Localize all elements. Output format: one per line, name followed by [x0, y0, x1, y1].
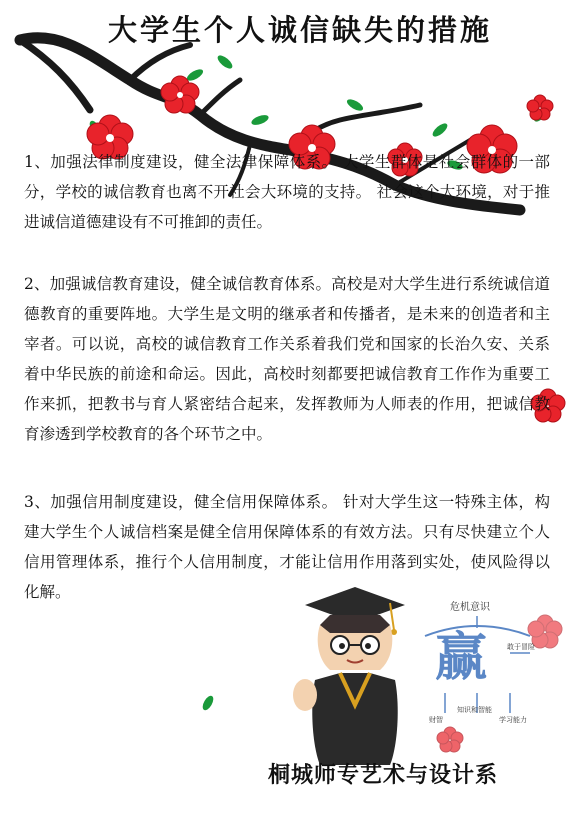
diagram-label-bottom-left: 财智: [429, 716, 443, 724]
diagram-big-char: 赢: [435, 627, 488, 688]
graduate-cartoon-illustration: [290, 585, 420, 770]
diagram-label-bottom-mid: 知识和智能: [457, 706, 492, 714]
paragraph-1: 1、加强法律制度建设，健全法律保障体系。 大学生群体是社会群体的一部分，学校的诚信教育也离不开社会大环境的支持。 社会这个大环境，对于推进诚信道德建设有不可推卸的责任。: [24, 153, 550, 231]
paragraph-2: 2、加强诚信教育建设，健全诚信教育体系。高校是对大学生进行系统诚信道德教育的重要阵地。大学生是文明的继承者和传播者，是未来的创造者和主宰者。可以说，高校的诚信教育工作关系着我们党和国家的长治久安、关系着中华民族的前途和命运。因此，高校时刻都要把诚信教育工作作为重要工作来抓，把教书与育人紧密结合起来，发挥教师为人师表的作用，把诚信教育渗透到学校教育的各个环节之中。: [24, 275, 550, 443]
page-title: 大学生个人诚信缺失的措施: [108, 13, 493, 47]
paragraph-3: 3、加强信用制度建设，健全信用保障体系。 针对大学生这一特殊主体，构建大学生个人诚信档案是健全信用保障体系的有效方法。只有尽快建立个人信用管理体系，推行个人信用制度，才能让信用作用落到实处，使风险得以化解。: [24, 493, 550, 601]
department-footer: 桐城师专艺术与设计系: [268, 762, 499, 788]
diagram-label-right: 敢于冒险: [507, 643, 535, 651]
diagram-label-bottom-right: 学习能力: [499, 716, 527, 724]
win-diagram: [415, 598, 540, 738]
diagram-top-label: 危机意识: [450, 602, 490, 613]
